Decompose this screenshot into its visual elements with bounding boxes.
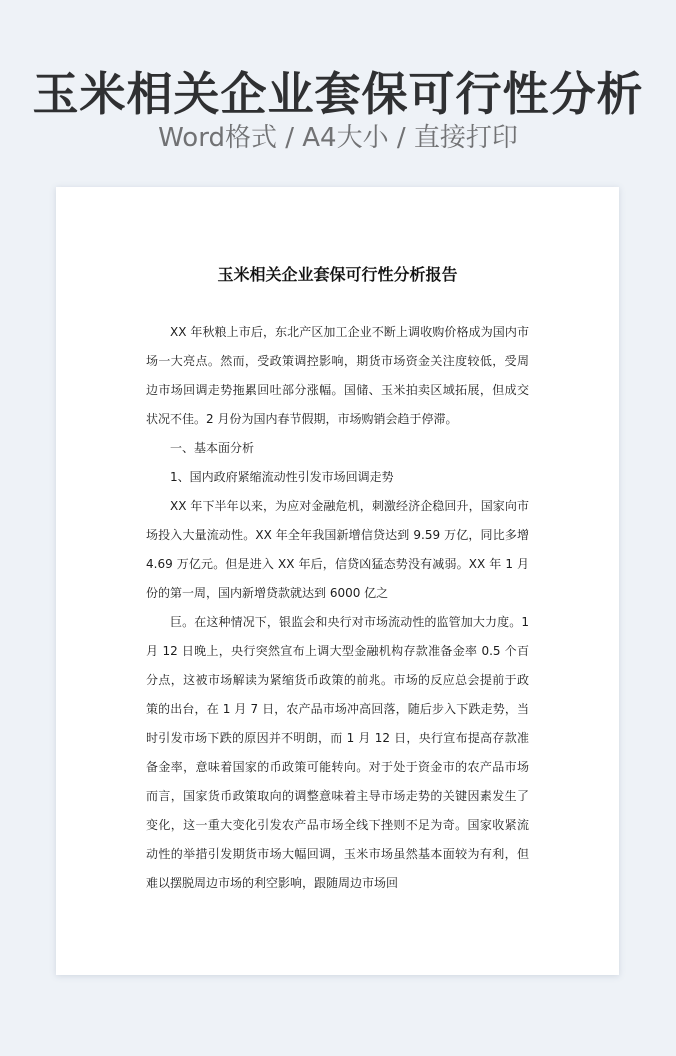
paragraph-policy: 巨。在这种情况下，银监会和央行对市场流动性的监管加大力度。1 月 12 日晚上，央行突然宣布上调大型金融机构存款准备金率 0.5 个百分点，这被市场解读为紧缩货币政策的前兆。市场的反应总会提前于政策的出台，在 1 月 7 日，农产品市场冲高回落，随后步入下跌走势，当时引发市场下跌的原因并不明朗，而 1 月 12 日，央行宣布提高存款准备金率，意味着国家的币政策可能转向。对于处于资金市的农产品市场而言，国家货币政策取向的调整意味着主导市场走势的关键因素发生了变化，这一重大变化引发农产品市场全线下挫则不足为奇。国家收紧流动性的举措引发期货市场大幅回调，玉米市场虽然基本面较为有利，但难以摆脱周边市场的利空影响，跟随周边市场回 xyxy=(146,615,529,890)
document-body xyxy=(146,318,529,898)
subsection-heading: 1、国内政府紧缩流动性引发市场回调走势 xyxy=(170,470,394,484)
document-title: 玉米相关企业套保可行性分析报告 xyxy=(217,265,458,284)
paragraph-intro: XX 年秋粮上市后，东北产区加工企业不断上调收购价格成为国内市场一大亮点。然而，受政策调控影响，期货市场资金关注度较低，受周边市场回调走势拖累回吐部分涨幅。国储、玉米拍卖区域拓展，但成交状况不佳。2 月份为国内春节假期，市场购销会趋于停滞。 xyxy=(146,325,529,426)
document-page xyxy=(56,187,619,975)
banner-title: 玉米相关企业套保可行性分析 xyxy=(32,67,644,121)
section-heading: 一、基本面分析 xyxy=(170,441,255,455)
banner-subtitle: Word格式 / A4大小 / 直接打印 xyxy=(158,123,518,153)
paragraph-liquidity: XX 年下半年以来，为应对金融危机，刺激经济企稳回升，国家向市场投入大量流动性。XX 年全年我国新增信贷达到 9.59 万亿，同比多增 4.69 万亿元。但是进入 XX 年后，信贷凶猛态势没有减弱。XX 年 1 月份的第一周，国内新增贷款就达到 6000 亿之 xyxy=(146,499,529,600)
